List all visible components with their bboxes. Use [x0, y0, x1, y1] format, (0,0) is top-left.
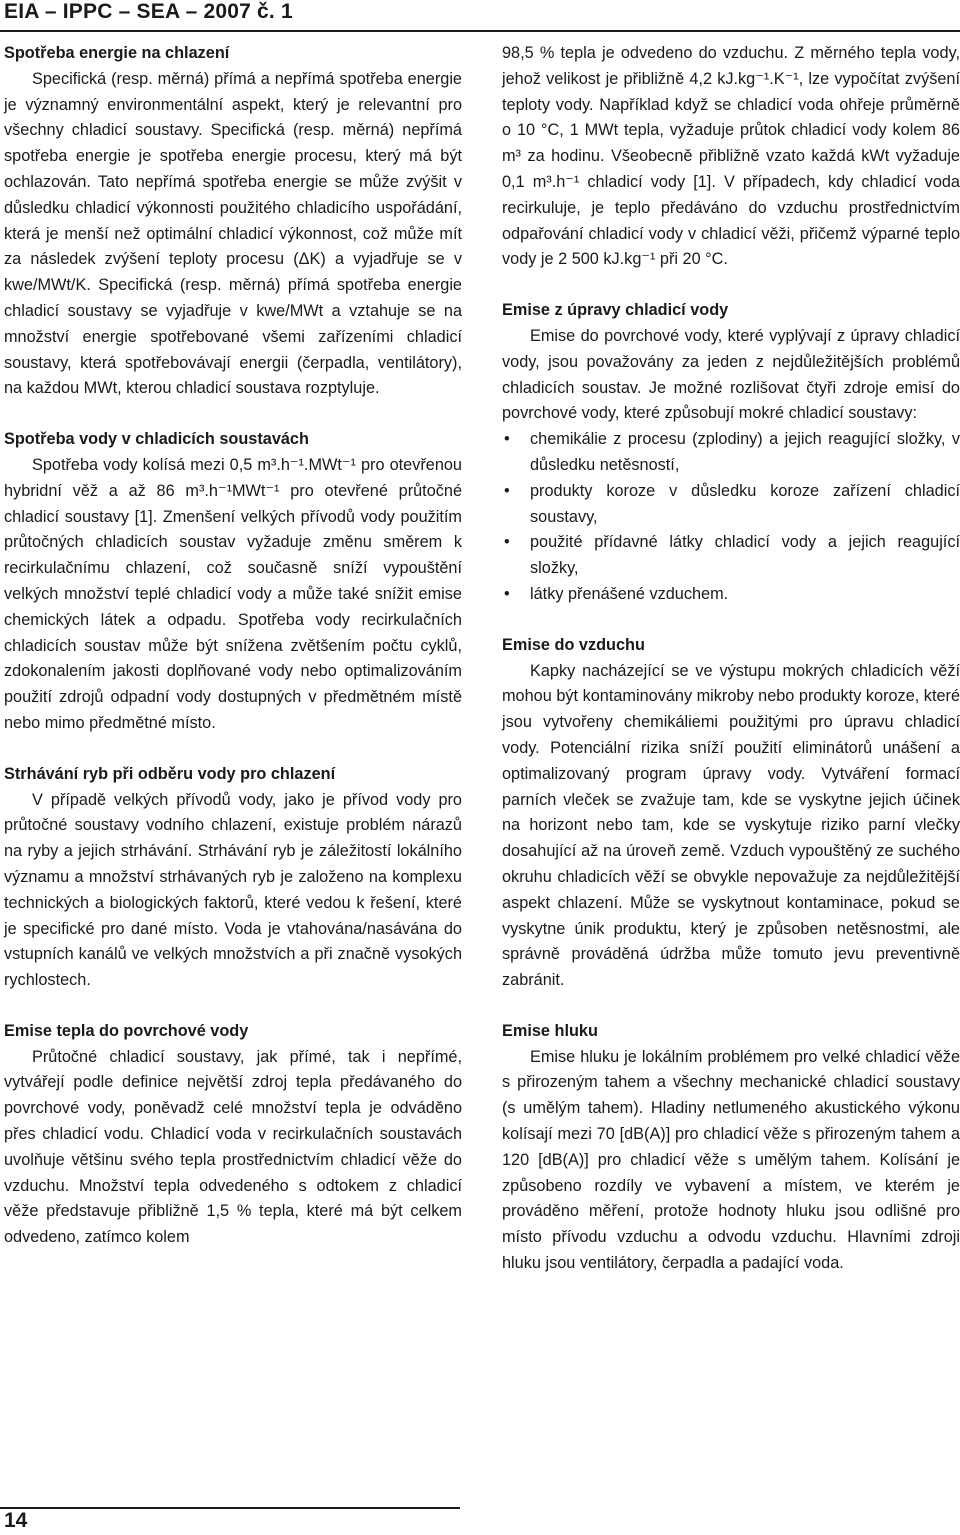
section-body: V případě velkých přívodů vody, jako je přívod vody pro průtočné soustavy vodního chlazení, existuje problém nárazů na ryby a jejich strhávání. Strhávání ryb je záležitostí lokálního významu a množství strhávaných ryb je založeno na komplexu technických a biologických faktorů, které vedou k řešení, které je specifické pro dané místo. Voda je vtahována/nasávána do vstupních kanálů ve velkých množstvích a při značně vysokých rychlostech.	[4, 790, 462, 990]
left-column	[4, 41, 462, 1276]
section-body: Průtočné chladicí soustavy, jak přímé, tak i nepřímé, vytvářejí podle definice největší zdroj tepla předávaného do povrchové vody, poněvadž celé množství tepla je odváděno přes chladicí vodu. Chladicí voda v recirkulačních soustavách uvolňuje většinu svého tepla prostřednictvím chladicí věže do vzduchu. Množství tepla odvedeného s odtokem z chladicí věže představuje přibližně 1,5 % tepla, které má být celkem odvedeno, zatímco kolem	[4, 1047, 462, 1247]
section-heading: Strhávání ryb při odběru vody pro chlazení	[4, 764, 336, 783]
section-body: 98,5 % tepla je odvedeno do vzduchu. Z měrného tepla vody, jehož velikost je přibližně 4,2 kJ.kg⁻¹.K⁻¹, lze vypočítat zvýšení teploty vody. Například když se chladicí voda ohřeje průměrně o 10 °C, 1 MWt tepla, vyžaduje průtok chladicí vody kolem 86 m³ za hodinu. Všeobecně přibližně vzato každá kWt vyžaduje 0,1 m³.h⁻¹ chladicí vody [1]. V případech, kdy chladicí voda recirkuluje, je teplo předáváno do vzduchu prostřednictvím odpařování chladicí vody v chladicí věži, přičemž výparné teplo vody je 2 500 kJ.kg⁻¹ při 20 °C.	[502, 44, 960, 269]
section-energy-consumption	[4, 41, 462, 402]
section-heat-emission-continued	[502, 41, 960, 273]
section-heading: Emise tepla do povrchové vody	[4, 1021, 249, 1040]
section-body: Emise hluku je lokálním problémem pro velké chladicí věže s přirozeným tahem a všechny mechanické chladicí soustavy (s umělým tahem). Hladiny netlumeného akustického výkonu kolísají mezi 70 [dB(A)] pro chladicí věže s přirozeným tahem a 120 [dB(A)] pro chladicí věže s umělým tahem. Kolísání je způsobeno rozdíly ve vybavení a místem, ve kterém je prováděno měření, protože hodnoty hluku jsou odlišné pro místo přívodu vzduchu a odvodu vzduchu. Hlavními zdroji hluku jsou ventilátory, čerpadla a padající voda.	[502, 1047, 960, 1273]
list-item: • látky přenášené vzduchem.	[502, 582, 960, 608]
list-item: • chemikálie z procesu (zplodiny) a jejich reagující složky, v důsledku netěsností,	[502, 427, 960, 479]
section-heading: Spotřeba energie na chlazení	[4, 44, 230, 62]
section-body: Specifická (resp. měrná) přímá a nepřímá spotřeba energie je významný environmentální aspekt, který je relevantní pro všechny chladicí soustavy. Specifická (resp. měrná) nepřímá spotřeba energie je spotřeba energie procesu, který má být ochlazován. Tato nepřímá spotřeba energie se může zvýšit v důsledku chladicí výkonnosti použitého chladicího uspořádání, která je menší než optimální chladicí výkonnost, což může mít za následek zvýšení teploty procesu (ΔK) a vyjadřuje se v kwe/MWt/K. Specifická (resp. měrná) přímá spotřeba energie chladicí soustavy se vyjadřuje v kwe/MWt a vztahuje se na množství energie spotřebované všemi zařízeními chladicí soustavy, která spotřebovávají energii (čerpadla, ventilátory), na každou MWt, kterou chladicí soustava rozptyluje.	[4, 69, 462, 398]
section-water-consumption	[4, 427, 462, 737]
page-number: 14	[4, 1509, 28, 1532]
section-heat-emission	[4, 1019, 462, 1251]
section-fish-entrainment	[4, 762, 462, 994]
emission-sources-list	[502, 427, 960, 608]
section-heading: Spotřeba vody v chladicích soustavách	[4, 430, 309, 449]
section-body: Kapky nacházející se ve výstupu mokrých chladicích věží mohou být kontaminovány mikroby nebo produkty koroze, které jsou vytvořeny chemikáliemi použitými pro úpravu chladicí vody. Potenciální rizika sníží použití eliminátorů unášení a optimalizovaný program úpravy vody. Vytváření formací parních vleček se zvažuje tam, kde se vyskytne jejich účinek na horizont nebo tam, kde se vyskytuje riziko parní vlečky dosahující až na úroveň země. Vzduch vypouštěný ze suchého okruhu chladicích věží se obvykle nepovažuje za nejdůležitější aspekt chlazení. Může se vyskytnout kontaminace, pokud se vyskytne únik produktu, který je způsoben netěsnostmi, ale správně prováděná údržba může tomuto jevu preventivně zabránit.	[502, 661, 960, 990]
section-air-emissions	[502, 633, 960, 994]
section-water-treatment-emissions	[502, 298, 960, 608]
journal-header: EIA – IPPC – SEA – 2007 č. 1	[4, 0, 293, 23]
section-heading: Emise do vzduchu	[502, 635, 645, 654]
section-body: Emise do povrchové vody, které vyplývají z úpravy chladicí vody, jsou považovány za jeden z nejdůležitějších problémů chladicích soustav. Je možné rozlišovat čtyři zdroje emisí do povrchové vody, které způsobují mokré chladicí soustavy:	[502, 326, 960, 423]
section-body: Spotřeba vody kolísá mezi 0,5 m³.h⁻¹.MWt⁻¹ pro otevřenou hybridní věž a až 86 m³.h⁻¹MWt⁻¹ pro otevřené průtočné chladicí soustavy [1]. Zmenšení velkých přívodů vody použitím průtočných chladicích soustav vyžaduje změnu směrem k recirkulačnímu chlazení, což současně sníží vypouštění velkých množství teplé chladicí vody a může také snížit emise chemických látek a odpadu. Spotřeba vody recirkulačních chladicích soustav může být snížena zvětšením počtu cyklů, zdokonalením jakosti doplňované vody nebo optimalizováním použití zdrojů odpadní vody dostupných v předmětném místě nebo mimo předmětné místo.	[4, 455, 462, 732]
right-column	[502, 41, 960, 1302]
list-item: • použité přídavné látky chladicí vody a jejich reagující složky,	[502, 530, 960, 582]
list-item: • produkty koroze v důsledku koroze zařízení chladicí soustavy,	[502, 479, 960, 531]
section-heading: Emise hluku	[502, 1021, 598, 1040]
header-rule	[0, 30, 960, 32]
section-noise-emissions	[502, 1019, 960, 1277]
section-heading: Emise z úpravy chladicí vody	[502, 301, 729, 320]
footer-rule	[0, 1507, 460, 1509]
